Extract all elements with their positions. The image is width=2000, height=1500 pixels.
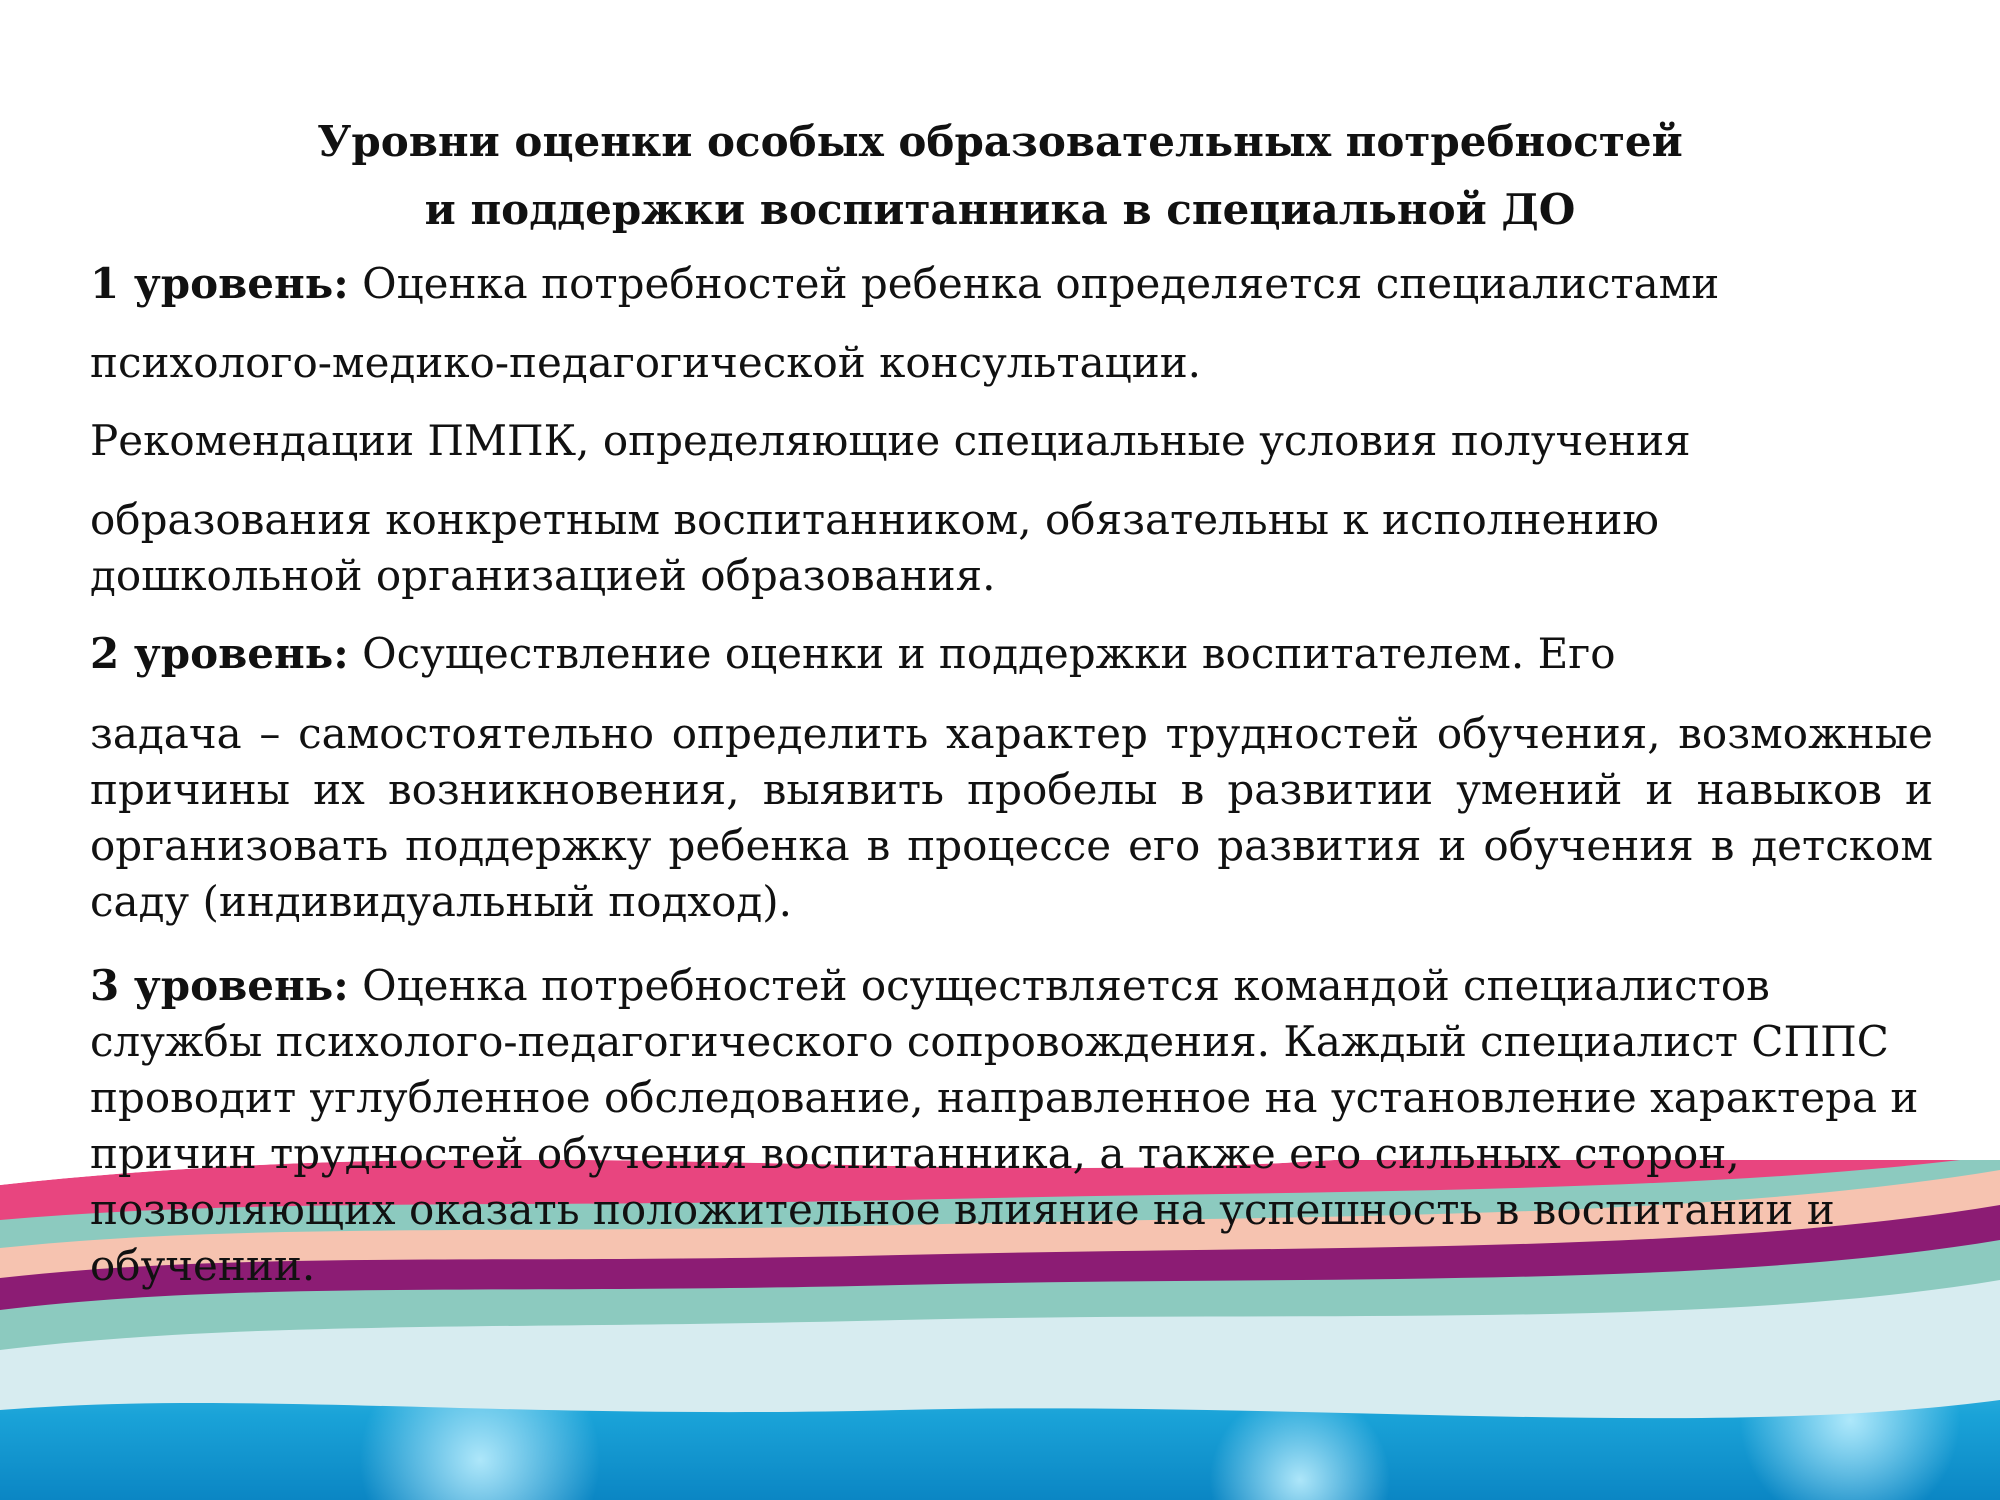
level3-text: Оценка потребностей осуществляется командой специалистов службы психолого-педагогического сопровождения. Каждый специалист СППС проводит углубленное обследование, направленное на установление характера и причин трудностей обучения воспитанника, а также его сильных сторон, позволяющих оказать положительное влияние на успешность в воспитании и обучении.	[90, 961, 1919, 1290]
level1-recommendation-line1: Рекомендации ПМПК, определяющие специальные условия получения	[90, 416, 1691, 465]
level3-label: 3 уровень:	[90, 961, 349, 1010]
level1-recommendation-line3: дошкольной организацией образования.	[90, 551, 996, 600]
level1-text-1: Оценка потребностей ребенка определяется специалистами	[362, 259, 1720, 308]
level3-paragraph	[90, 958, 1933, 1294]
level1-label: 1 уровень:	[90, 259, 349, 308]
title-line-1: Уровни оценки особых образовательных потребностей	[317, 117, 1683, 166]
level1-line2: психолого-медико-педагогической консультации.	[90, 338, 1202, 387]
title-line-2: и поддержки воспитанника в специальной ДО	[424, 185, 1576, 234]
level2-body: задача – самостоятельно определить характер трудностей обучения, возможные причины их возникновения, выявить пробелы в развитии умений и навыков и организовать поддержку ребенка в процессе его развития и обучения в детском саду (индивидуальный подход).	[90, 709, 1933, 926]
level2-label: 2 уровень:	[90, 629, 349, 678]
level2-line1	[90, 626, 1933, 682]
level2-text-1: Осуществление оценки и поддержки воспитателем. Его	[362, 629, 1616, 678]
page-title	[0, 108, 2000, 244]
level1-line1	[90, 256, 1933, 312]
level1-recommendation-line2: образования конкретным воспитанником, обязательны к исполнению	[90, 495, 1659, 544]
